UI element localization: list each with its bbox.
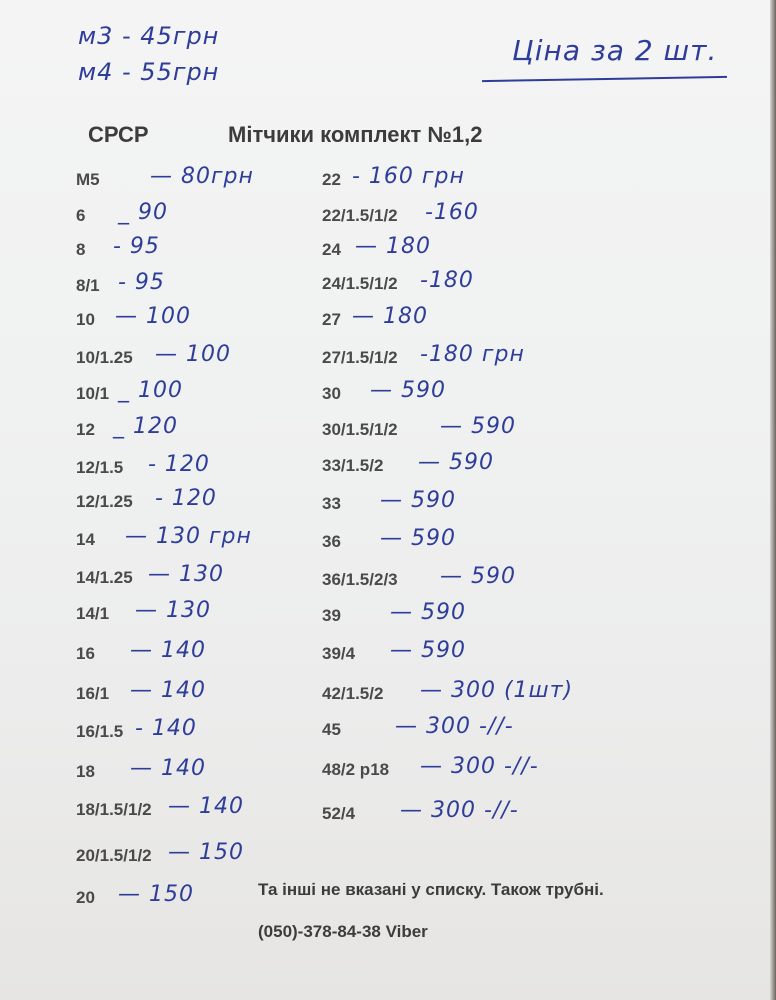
right-price-value: — 590 (440, 564, 516, 589)
right-price-value: — 590 (418, 450, 494, 475)
left-size-label: 10/1.25 (76, 348, 133, 367)
left-size-label: 8 (76, 240, 86, 259)
left-size-label: 16/1 (76, 684, 110, 703)
left-size-label: 10/1 (76, 384, 110, 403)
right-price-value: - 160 грн (352, 164, 465, 189)
left-price-value: - 120 (148, 452, 210, 477)
right-price-value: — 300 -//- (400, 798, 519, 823)
right-price-value: — 180 (355, 234, 431, 259)
left-size-label: 18/1.5/1/2 (76, 800, 152, 819)
right-size-label: 24/1.5/1/2 (322, 274, 398, 293)
left-price-value: — 130 (148, 562, 224, 587)
right-size-label: 30/1.5/1/2 (322, 420, 398, 439)
left-price-value: — 150 (168, 840, 244, 865)
right-size-label: 39 (322, 606, 341, 625)
price-note-underline (482, 76, 727, 82)
left-size-label: 16 (76, 644, 95, 663)
left-size-label: 8/1 (76, 276, 100, 295)
left-price-value: — 140 (168, 794, 244, 819)
handwritten-price-note: Ціна за 2 шт. (512, 34, 718, 67)
footer-note: Та інші не вказані у списку. Також трубні. (258, 880, 604, 899)
header-cccp: СРСР (88, 122, 149, 147)
right-size-label: 36 (322, 532, 341, 551)
right-size-label: 48/2 p18 (322, 760, 390, 779)
left-size-label: М5 (76, 170, 100, 189)
right-size-label: 24 (322, 240, 341, 259)
left-size-label: 20 (76, 888, 95, 907)
right-price-value: — 590 (390, 600, 466, 625)
left-price-value: — 100 (155, 342, 231, 367)
right-price-value: — 300 -//- (420, 754, 539, 779)
right-size-label: 33/1.5/2 (322, 456, 384, 475)
right-price-value: — 300 (1шт) (420, 678, 574, 703)
right-size-label: 39/4 (322, 644, 356, 663)
footer-phone: (050)-378-84-38 Viber (258, 922, 428, 941)
left-size-label: 12/1.25 (76, 492, 133, 511)
right-size-label: 27 (322, 310, 341, 329)
left-price-value: _ 100 (118, 378, 183, 403)
left-price-value: _ 90 (118, 200, 168, 225)
right-price-value: — 300 -//- (395, 714, 514, 739)
right-price-value: — 590 (440, 414, 516, 439)
left-price-value: — 100 (115, 304, 191, 329)
right-price-value: — 590 (380, 488, 456, 513)
left-size-label: 20/1.5/1/2 (76, 846, 152, 865)
right-price-value: — 180 (352, 304, 428, 329)
left-price-value: — 140 (130, 756, 206, 781)
left-price-value: - 140 (135, 716, 197, 741)
right-size-label: 22/1.5/1/2 (322, 206, 398, 225)
right-size-label: 42/1.5/2 (322, 684, 384, 703)
right-price-value: — 590 (370, 378, 446, 403)
right-price-value: -160 (425, 200, 479, 225)
left-price-value: _ 120 (113, 414, 178, 439)
paper-edge-shadow (770, 0, 776, 1000)
left-size-label: 16/1.5 (76, 722, 124, 741)
right-price-value: -180 (420, 268, 474, 293)
handwritten-m4-price: м4 - 55грн (78, 58, 220, 86)
right-price-value: — 590 (380, 526, 456, 551)
right-size-label: 45 (322, 720, 341, 739)
right-size-label: 52/4 (322, 804, 356, 823)
left-size-label: 6 (76, 206, 86, 225)
left-price-value: — 140 (130, 678, 206, 703)
left-price-value: - 95 (118, 270, 165, 295)
left-price-value: - 120 (155, 486, 217, 511)
right-size-label: 27/1.5/1/2 (322, 348, 398, 367)
left-price-value: — 150 (118, 882, 194, 907)
left-size-label: 12 (76, 420, 95, 439)
left-size-label: 14/1.25 (76, 568, 133, 587)
left-size-label: 14/1 (76, 604, 110, 623)
page-title: Мітчики комплект №1,2 (228, 122, 483, 147)
left-price-value: — 140 (130, 638, 206, 663)
left-price-value: — 80грн (150, 164, 254, 189)
right-size-label: 30 (322, 384, 341, 403)
left-price-value: — 130 (135, 598, 211, 623)
left-size-label: 18 (76, 762, 95, 781)
left-size-label: 10 (76, 310, 95, 329)
right-price-value: -180 грн (420, 342, 525, 367)
right-size-label: 36/1.5/2/3 (322, 570, 398, 589)
left-price-value: — 130 грн (125, 524, 252, 549)
right-size-label: 22 (322, 170, 341, 189)
right-size-label: 33 (322, 494, 341, 513)
left-size-label: 12/1.5 (76, 458, 124, 477)
handwritten-m3-price: м3 - 45грн (78, 22, 220, 50)
right-price-value: — 590 (390, 638, 466, 663)
left-price-value: - 95 (113, 234, 160, 259)
left-size-label: 14 (76, 530, 95, 549)
